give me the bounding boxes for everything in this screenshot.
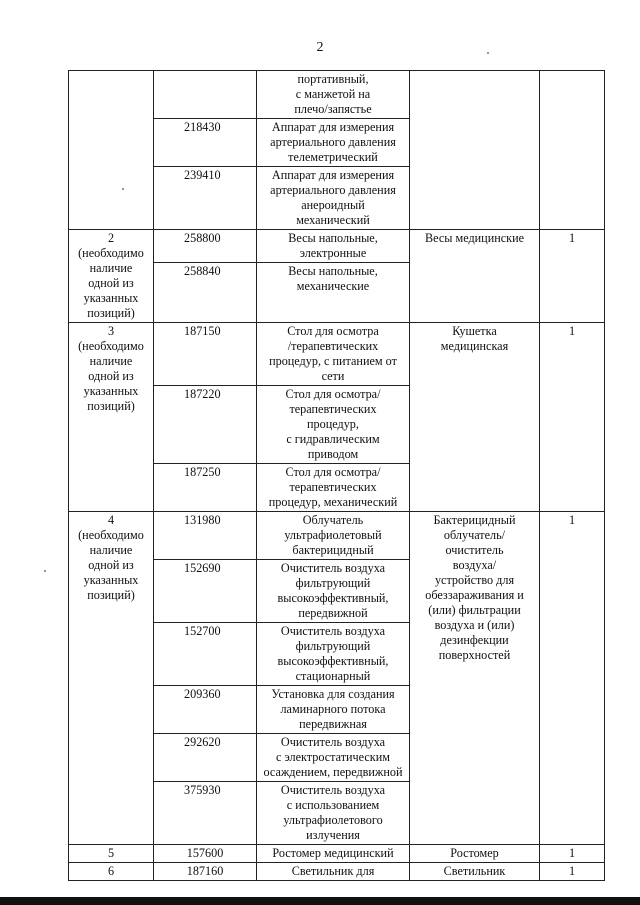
- scan-speck: [487, 52, 489, 54]
- name-cell: Очиститель воздуха фильтрующий высокоэффективный, передвижной: [257, 560, 410, 623]
- code-cell: [154, 71, 257, 119]
- code-cell: 209360: [154, 686, 257, 734]
- name-cell: Очиститель воздуха с использованием ультрафиолетового излучения: [257, 782, 410, 845]
- name-cell: Весы напольные, механические: [257, 263, 410, 323]
- equipment-table: [68, 70, 605, 881]
- table-row: [69, 512, 605, 560]
- name-cell: портативный, с манжетой на плечо/запястье: [257, 71, 410, 119]
- table-row: [69, 71, 605, 119]
- equipment-cell: Весы медицинские: [410, 230, 540, 323]
- page-number: 2: [316, 40, 324, 55]
- code-cell: 258840: [154, 263, 257, 323]
- name-cell: Аппарат для измерения артериального давления анероидный механический: [257, 167, 410, 230]
- name-cell: Облучатель ультрафиолетовый бактерицидный: [257, 512, 410, 560]
- code-cell: 239410: [154, 167, 257, 230]
- quantity-cell: 1: [540, 230, 605, 323]
- name-cell: Весы напольные, электронные: [257, 230, 410, 263]
- quantity-cell: [540, 71, 605, 230]
- quantity-cell: 1: [540, 323, 605, 512]
- code-cell: 152690: [154, 560, 257, 623]
- position-cell: 3 (необходимо наличие одной из указанных позиций): [69, 323, 154, 512]
- scan-edge-bar: [0, 897, 640, 905]
- name-cell: Аппарат для измерения артериального давления телеметрический: [257, 119, 410, 167]
- scan-speck: [44, 570, 46, 572]
- code-cell: 187250: [154, 464, 257, 512]
- equipment-cell: Ростомер: [410, 845, 540, 863]
- table-row: [69, 323, 605, 386]
- equipment-cell: Бактерицидный облучатель/ очиститель воздуха/ устройство для обеззараживания и (или) фильтрации воздуха и (или) дезинфекции поверхностей: [410, 512, 540, 845]
- quantity-cell: 1: [540, 512, 605, 845]
- position-cell: 5: [69, 845, 154, 863]
- quantity-cell: 1: [540, 845, 605, 863]
- position-cell: [69, 71, 154, 230]
- code-cell: 187150: [154, 323, 257, 386]
- name-cell: Ростомер медицинский: [257, 845, 410, 863]
- equipment-cell: [410, 71, 540, 230]
- name-cell: Стол для осмотра /терапевтических процедур, с питанием от сети: [257, 323, 410, 386]
- name-cell: Очиститель воздуха фильтрующий высокоэффективный, стационарный: [257, 623, 410, 686]
- code-cell: 292620: [154, 734, 257, 782]
- code-cell: 131980: [154, 512, 257, 560]
- code-cell: 187160: [154, 863, 257, 881]
- position-cell: 2 (необходимо наличие одной из указанных позиций): [69, 230, 154, 323]
- position-cell: 6: [69, 863, 154, 881]
- name-cell: Светильник для: [257, 863, 410, 881]
- name-cell: Стол для осмотра/ терапевтических процедур, механический: [257, 464, 410, 512]
- code-cell: 187220: [154, 386, 257, 464]
- code-cell: 152700: [154, 623, 257, 686]
- quantity-cell: 1: [540, 863, 605, 881]
- code-cell: 375930: [154, 782, 257, 845]
- code-cell: 218430: [154, 119, 257, 167]
- equipment-cell: Кушетка медицинская: [410, 323, 540, 512]
- table-row: [69, 863, 605, 881]
- code-cell: 157600: [154, 845, 257, 863]
- table-row: [69, 230, 605, 263]
- position-cell: 4 (необходимо наличие одной из указанных позиций): [69, 512, 154, 845]
- table-row: [69, 845, 605, 863]
- name-cell: Установка для создания ламинарного потока передвижная: [257, 686, 410, 734]
- code-cell: 258800: [154, 230, 257, 263]
- name-cell: Очиститель воздуха с электростатическим осаждением, передвижной: [257, 734, 410, 782]
- name-cell: Стол для осмотра/ терапевтических процедур, с гидравлическим приводом: [257, 386, 410, 464]
- scan-speck: [122, 188, 124, 190]
- equipment-cell: Светильник: [410, 863, 540, 881]
